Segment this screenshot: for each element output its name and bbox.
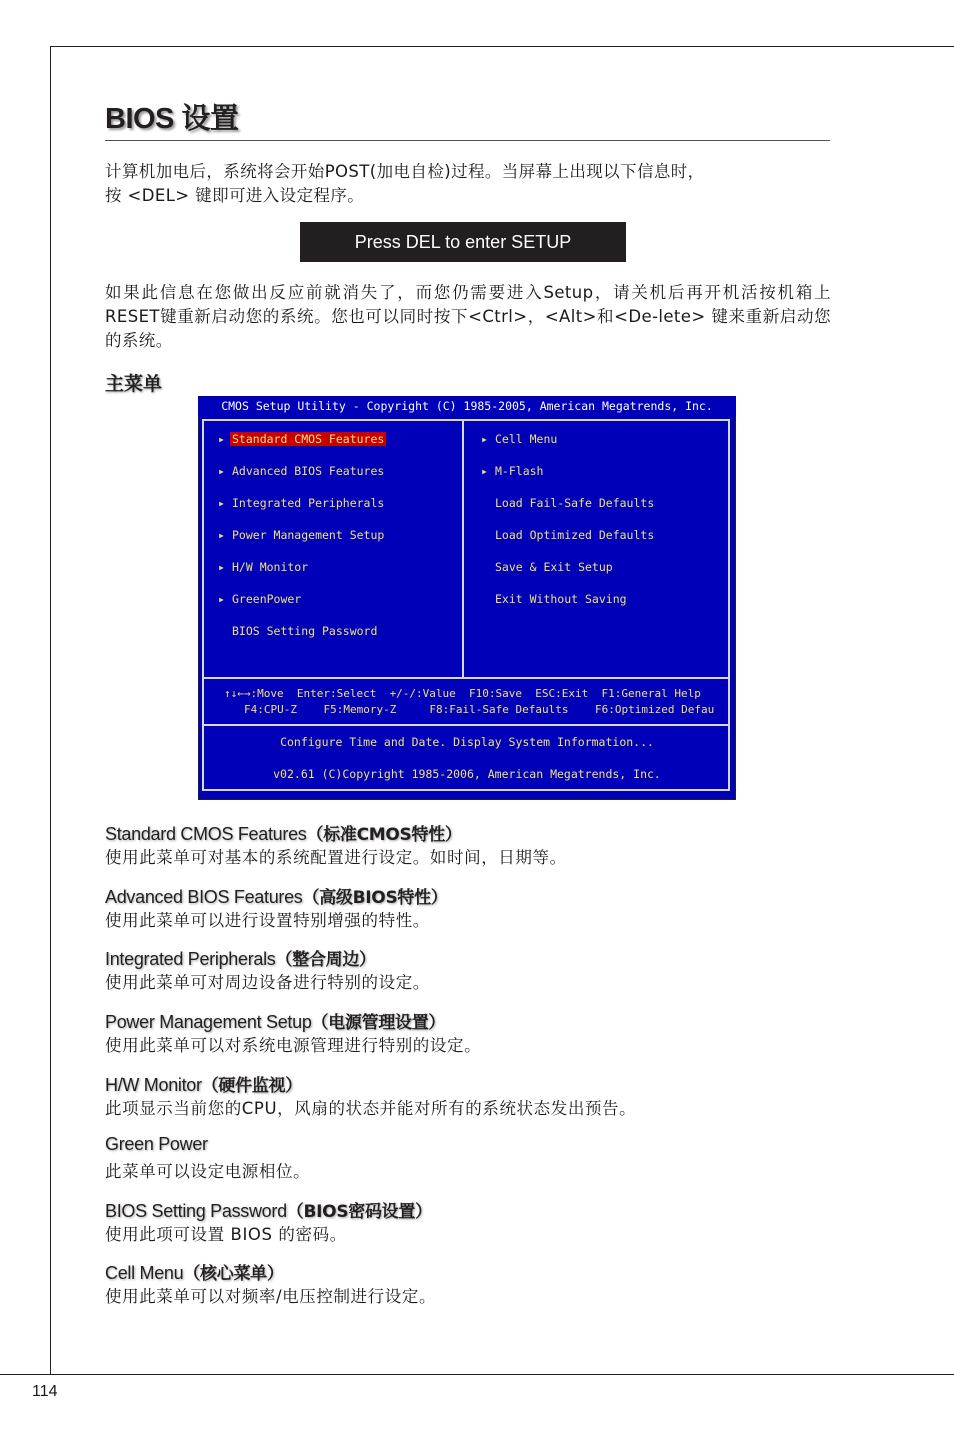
section-heading-hw-monitor: H/W Monitor（硬件监视） xyxy=(105,1075,302,1096)
bios-item-cell-menu[interactable]: ▸ Cell Menu xyxy=(481,432,558,446)
arrow-right-icon: ▸ xyxy=(218,496,225,510)
bios-item-standard-cmos[interactable]: ▸ Standard CMOS Features xyxy=(218,432,385,446)
arrow-right-icon: ▸ xyxy=(481,464,488,478)
title-divider xyxy=(105,140,830,141)
bios-item-exit-without-saving[interactable]: Exit Without Saving xyxy=(495,592,627,606)
intro-line-1: 计算机加电后，系统将会开始POST(加电自检)过程。当屏幕上出现以下信息时， xyxy=(105,162,705,181)
section-desc-power-management: 使用此菜单可以对系统电源管理进行特别的设定。 xyxy=(105,1036,482,1055)
bios-version: v02.61 (C)Copyright 1985-2006, American Megatrends, Inc. xyxy=(273,767,661,781)
bios-keys-divider xyxy=(202,677,730,679)
section-heading-standard-cmos: Standard CMOS Features（标准CMOS特性） xyxy=(105,824,462,845)
page-number: 114 xyxy=(32,1383,58,1400)
page-frame-bottom xyxy=(0,1374,954,1375)
section-desc-hw-monitor: 此项显示当前您的CPU，风扇的状态并能对所有的系统状态发出预告。 xyxy=(105,1099,637,1118)
bios-item-integrated-peripherals[interactable]: ▸ Integrated Peripherals xyxy=(218,496,385,510)
bios-item-power-management[interactable]: ▸ Power Management Setup xyxy=(218,528,385,542)
page-frame-top xyxy=(50,46,954,47)
section-heading-integrated-peripherals: Integrated Peripherals（整合周边） xyxy=(105,949,376,970)
arrow-right-icon: ▸ xyxy=(218,560,225,574)
bios-item-load-fail-safe[interactable]: Load Fail-Safe Defaults xyxy=(495,496,655,510)
bios-title-bar: CMOS Setup Utility - Copyright (C) 1985-2005, American Megatrends, Inc. xyxy=(198,396,736,416)
section-heading-cell-menu: Cell Menu（核心菜单） xyxy=(105,1263,284,1284)
page-title: BIOS 设置 xyxy=(105,103,239,135)
arrow-right-icon: ▸ xyxy=(218,528,225,542)
bios-item-load-optimized[interactable]: Load Optimized Defaults xyxy=(495,528,655,542)
arrow-right-icon: ▸ xyxy=(218,432,225,446)
bios-item-greenpower[interactable]: ▸ GreenPower xyxy=(218,592,302,606)
bios-help-divider xyxy=(202,724,730,726)
bios-item-m-flash[interactable]: ▸ M-Flash xyxy=(481,464,544,478)
bios-main-menu-screen xyxy=(198,396,736,800)
section-heading-green-power: Green Power xyxy=(105,1134,208,1154)
arrow-right-icon: ▸ xyxy=(218,464,225,478)
bios-column-divider xyxy=(462,419,464,677)
bios-item-advanced-bios[interactable]: ▸ Advanced BIOS Features xyxy=(218,464,385,478)
section-desc-advanced-bios: 使用此菜单可以进行设置特别增强的特性。 xyxy=(105,911,430,930)
section-desc-green-power: 此菜单可以设定电源相位。 xyxy=(105,1162,311,1181)
bios-item-setting-password[interactable]: BIOS Setting Password xyxy=(232,624,378,638)
bios-item-save-exit[interactable]: Save & Exit Setup xyxy=(495,560,613,574)
intro-paragraph xyxy=(105,160,831,208)
section-desc-standard-cmos: 使用此菜单可对基本的系统配置进行设定。如时间，日期等。 xyxy=(105,848,567,867)
section-heading-advanced-bios: Advanced BIOS Features（高级BIOS特性） xyxy=(105,887,448,908)
bios-key-legend-1: ↑↓←→:Move Enter:Select +/-/:Value F10:Save ESC:Exit F1:General Help xyxy=(224,687,701,700)
bios-key-legend-2: F4:CPU-Z F5:Memory-Z F8:Fail-Safe Defaults F6:Optimized Defau xyxy=(244,703,715,716)
section-desc-integrated-peripherals: 使用此菜单可对周边设备进行特别的设定。 xyxy=(105,973,430,992)
intro-line-2: 按 <DEL> 键即可进入设定程序。 xyxy=(105,186,365,205)
main-menu-heading: 主菜单 xyxy=(105,373,163,395)
section-heading-power-management: Power Management Setup（电源管理设置） xyxy=(105,1012,446,1033)
section-desc-cell-menu: 使用此菜单可以对频率/电压控制进行设定。 xyxy=(105,1287,437,1306)
section-heading-setting-password: BIOS Setting Password（BIOS密码设置） xyxy=(105,1201,432,1222)
restart-paragraph: 如果此信息在您做出反应前就消失了，而您仍需要进入Setup，请关机后再开机活按机箱上RESET键重新启动您的系统。您也可以同时按下<Ctrl>，<Alt>和<De-lete> 键来重新启动您的系统。 xyxy=(105,283,831,350)
press-del-message: Press DEL to enter SETUP xyxy=(300,222,626,262)
arrow-right-icon: ▸ xyxy=(218,592,225,606)
arrow-right-icon: ▸ xyxy=(481,432,488,446)
bios-item-hw-monitor[interactable]: ▸ H/W Monitor xyxy=(218,560,309,574)
page-frame-left xyxy=(50,46,51,1375)
bios-help-text: Configure Time and Date. Display System Information... xyxy=(280,735,654,749)
section-desc-setting-password: 使用此项可设置 BIOS 的密码。 xyxy=(105,1225,347,1244)
